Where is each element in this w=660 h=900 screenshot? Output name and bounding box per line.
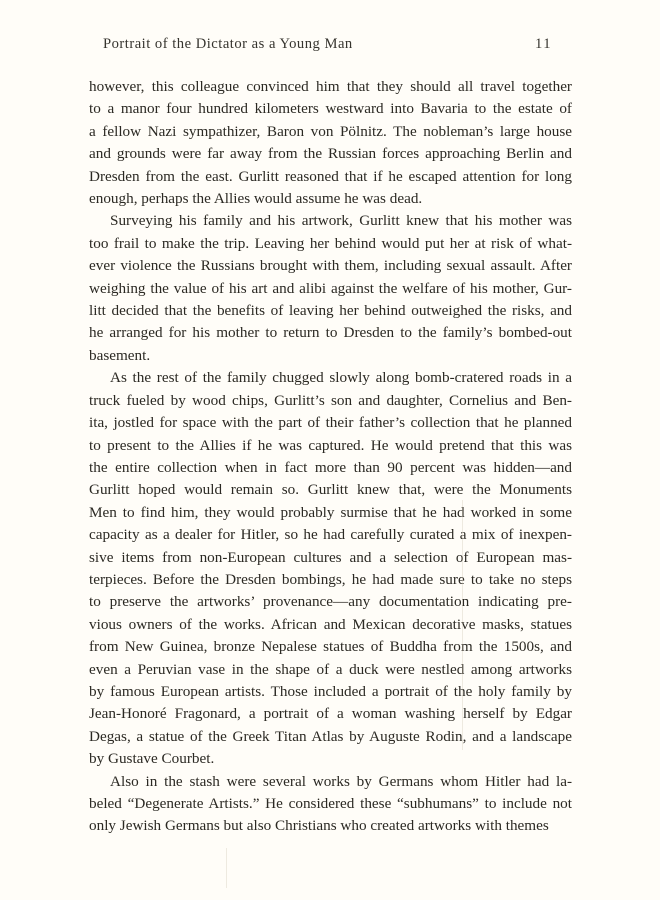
text-line: too frail to make the trip. Leaving her behind would put her at risk of what- — [89, 234, 572, 252]
text-line: Degas, a statue of the Greek Titan Atlas by Auguste Rodin, and a landscape — [89, 727, 572, 745]
text-line: beled “Degenerate Artists.” He considered these “subhumans” to include not — [89, 795, 572, 812]
text-line: by Gustave Courbet. — [89, 750, 215, 768]
text-line: he arranged for his mother to return to Dresden to the family’s bombed-out — [89, 324, 572, 342]
text-line: to a manor four hundred kilometers westward into Bavaria to the estate of — [89, 100, 572, 118]
text-line: ita, jostled for space with the part of their father’s collection that he planned — [89, 414, 572, 432]
text-line: a fellow Nazi sympathizer, Baron von Pölnitz. The nobleman’s large house — [89, 122, 572, 140]
text-line: the entire collection when in fact more than 90 percent was hidden—and — [89, 458, 572, 476]
text-line: Jean-Honoré Fragonard, a portrait of a woman washing herself by Edgar — [89, 705, 572, 723]
text-line: litt decided that the benefits of leaving her behind outweighed the risks, and — [89, 302, 572, 320]
text-line: Men to find him, they would probably surmise that he had worked in some — [89, 503, 572, 521]
text-line: only Jewish Germans but also Christians who created artworks with themes — [89, 817, 549, 835]
text-line: however, this colleague convinced him that they should all travel together — [89, 78, 572, 95]
body-text — [89, 76, 572, 838]
text-line: truck fueled by wood chips, Gurlitt’s son and daughter, Cornelius and Ben- — [89, 391, 572, 409]
text-line: As the rest of the family chugged slowly along bomb-cratered roads in a — [110, 369, 572, 387]
text-line: by famous European artists. Those included a portrait of the holy family by — [89, 682, 572, 700]
text-line: Also in the stash were several works by Germans whom Hitler had la- — [110, 772, 572, 790]
text-line: sive items from non-European cultures and a selection of European mas- — [89, 548, 572, 566]
text-line: Surveying his family and his artwork, Gurlitt knew that his mother was — [110, 212, 572, 230]
text-line: enough, perhaps the Allies would assume he was dead. — [89, 190, 423, 208]
text-line: basement. — [89, 346, 151, 364]
page-header — [89, 36, 572, 53]
paragraph — [89, 76, 572, 210]
paragraph — [89, 771, 572, 838]
text-line: Dresden from the east. Gurlitt reasoned that if he escaped attention for long — [89, 167, 572, 185]
text-line: weighing the value of his art and alibi against the welfare of his mother, Gur- — [89, 279, 572, 297]
running-title: Portrait of the Dictator as a Young Man — [103, 36, 353, 52]
paragraph — [89, 367, 572, 770]
text-line: Gurlitt hoped would remain so. Gurlitt knew that, were the Monuments — [89, 481, 572, 499]
text-line: from New Guinea, bronze Nepalese statues of Buddha from the 1500s, and — [89, 638, 572, 656]
paragraph — [89, 210, 572, 367]
text-line: vious owners of the works. African and Mexican decorative masks, statues — [89, 615, 572, 633]
page-number: 11 — [534, 36, 552, 52]
text-line: to present to the Allies if he was captured. He would pretend that this was — [89, 436, 572, 454]
text-line: capacity as a dealer for Hitler, so he had carefully curated a mix of inexpen- — [89, 526, 572, 544]
text-line: and grounds were far away from the Russian forces approaching Berlin and — [89, 145, 572, 163]
text-line: ever violence the Russians brought with them, including sexual assault. After — [89, 257, 572, 275]
text-line: even a Peruvian vase in the shape of a duck were nestled among artworks — [89, 660, 572, 678]
text-line: terpieces. Before the Dresden bombings, he had made sure to take no steps — [89, 570, 572, 588]
text-line: to preserve the artworks’ provenance—any documentation indicating pre- — [89, 593, 572, 611]
